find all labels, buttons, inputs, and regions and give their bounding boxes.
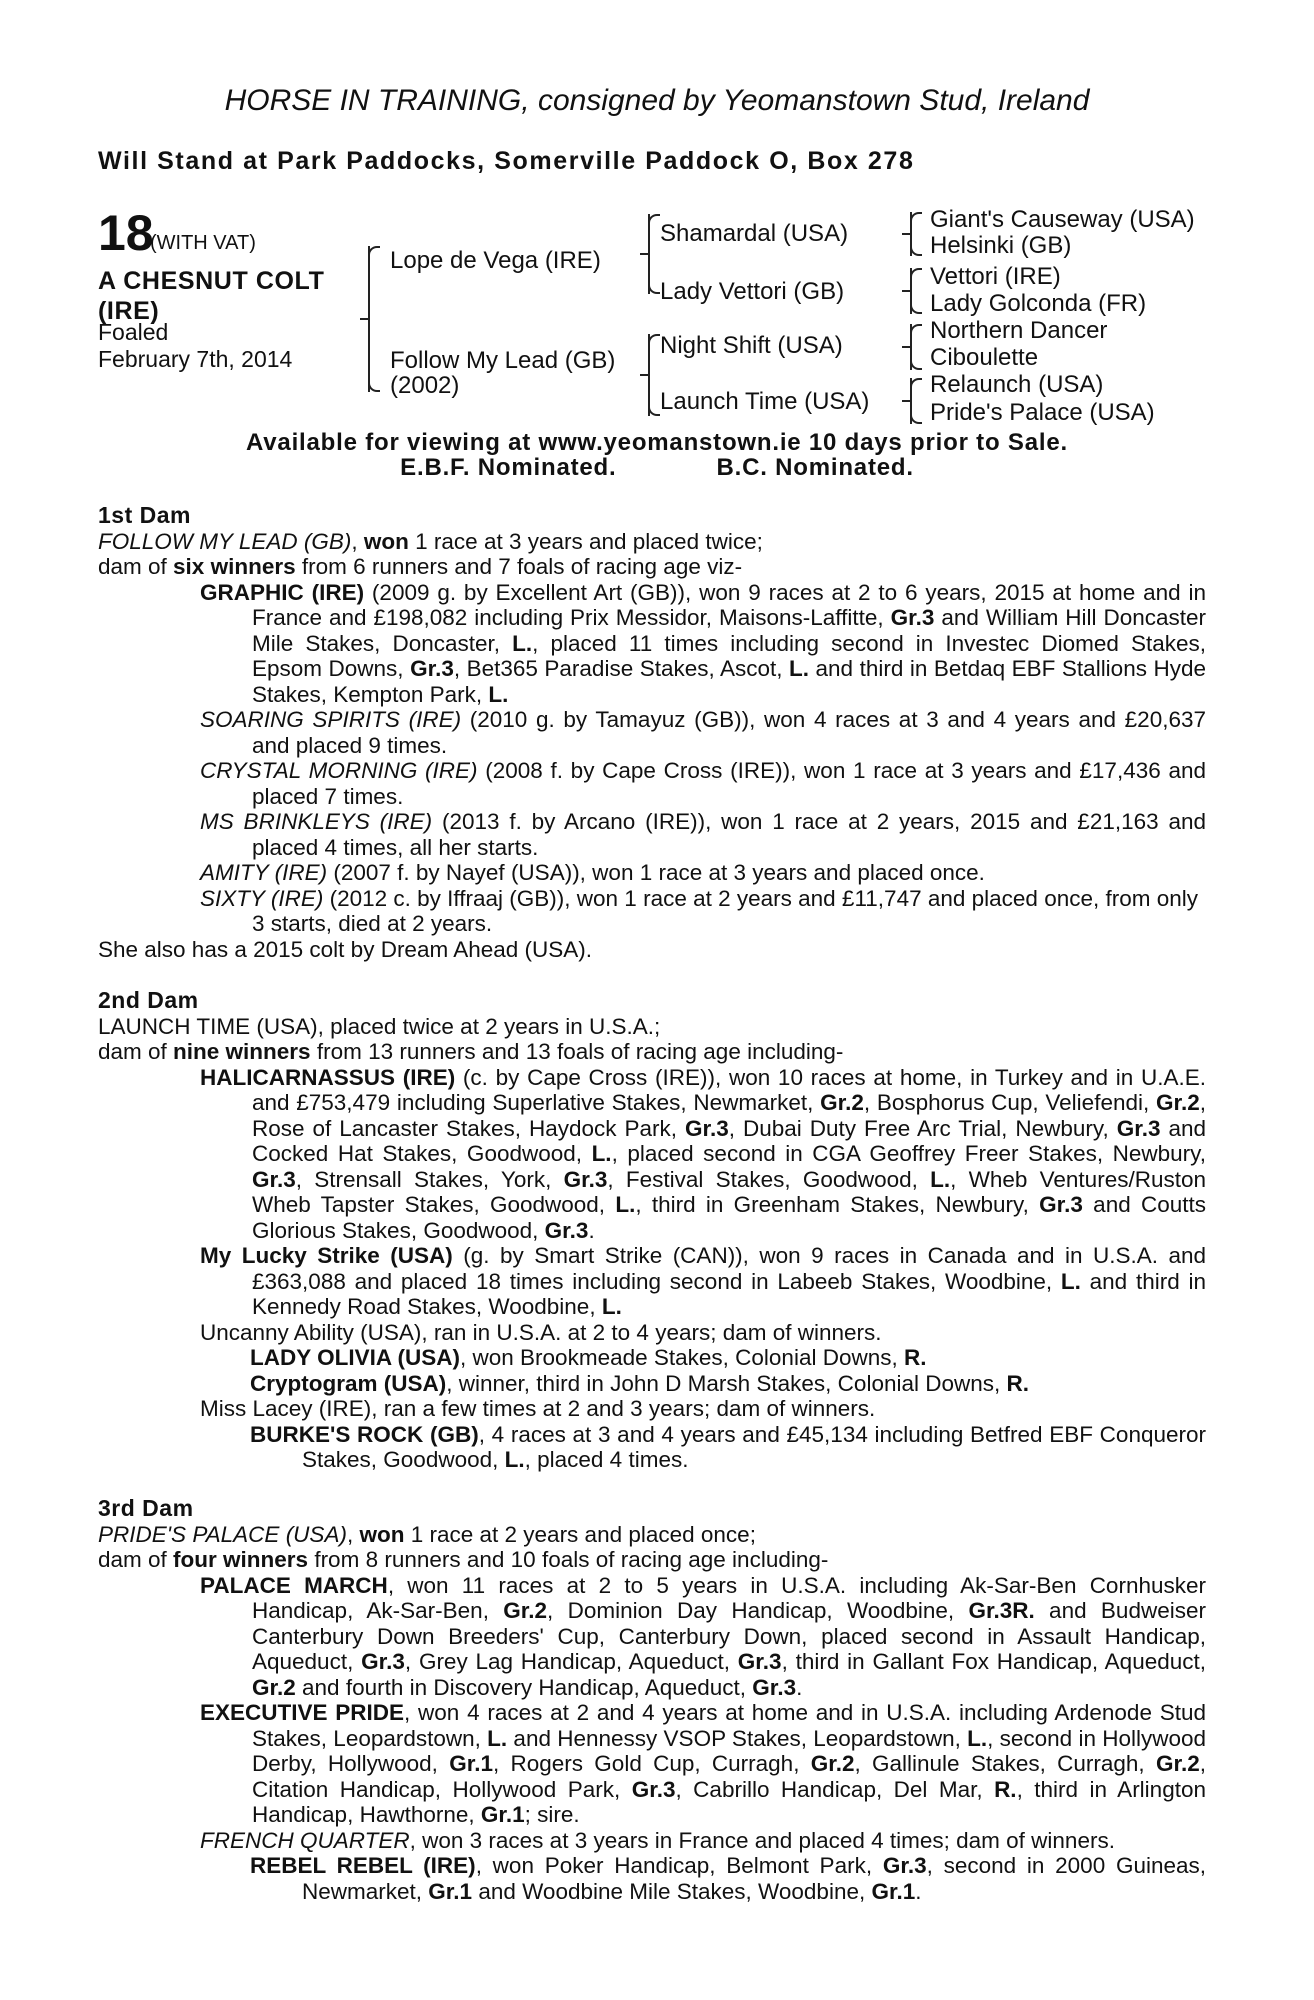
produce-pre: dam of (98, 554, 174, 579)
grade: Gr.3 (544, 1217, 589, 1243)
dam-record: 1 race at 2 years and placed once; (404, 1521, 756, 1547)
record-text: , Bet365 Paradise Stakes, Ascot, (453, 656, 790, 681)
grade: L. (487, 1725, 508, 1751)
record-text: (c. by Cape Cross (IRE)), won 10 races at home, in Turkey and in U.A.E. and £753,479 including Superlative Stakes, Newmarket, (252, 1064, 1206, 1115)
produce-count: nine winners (173, 1039, 311, 1064)
horse-name: My Lucky Strike (USA) (200, 1243, 453, 1268)
grade: Gr.2 (820, 1090, 864, 1115)
second-dam-section (98, 988, 1206, 1473)
grade: L. (601, 1294, 622, 1319)
grade: Gr.3 (684, 1115, 729, 1141)
grade: Gr.3 (752, 1674, 797, 1700)
record-text: . (915, 1878, 922, 1904)
record-text: , Citation Handicap, Hollywood Park, (252, 1751, 1207, 1802)
record-text: , won 4 races at 2 and 4 years at home and in U.S.A. including Ardenode Stud Stakes, Leopardstown, (252, 1700, 1206, 1751)
horse-name: SOARING SPIRITS (IRE) (200, 707, 462, 732)
record-text: (2008 f. by Cape Cross (IRE)), won 1 race at 3 years and £17,436 and placed 7 times. (252, 758, 1206, 809)
produce-rebel-rebel (150, 1853, 1206, 1904)
pedigree-dam-year: (2002) (390, 372, 460, 399)
record-text: (2007 f. by Nayef (USA)), won 1 race at 3 years and placed once. (327, 860, 985, 885)
horse-name: BURKE'S ROCK (GB) (250, 1421, 479, 1447)
record-text: , Cabrillo Handicap, Del Mar, (675, 1776, 995, 1802)
grade: L. (591, 1141, 612, 1166)
record-text: and Woodbine Mile Stakes, Woodbine, (472, 1878, 872, 1904)
pedigree-g6: Ciboulette (930, 344, 1039, 371)
won-label: won (363, 528, 409, 554)
horse-name: PALACE MARCH (200, 1572, 388, 1598)
record-text: , placed 11 times including second in Investec Diomed Stakes, Epsom Downs, (252, 630, 1206, 681)
pedigree-dam-dam: Launch Time (USA) (660, 388, 870, 415)
pedigree-g4: Lady Golconda (FR) (930, 290, 1147, 317)
grade: Gr.3 (631, 1776, 676, 1802)
pedigree-g5: Northern Dancer (930, 317, 1108, 344)
pedigree-g8: Pride's Palace (USA) (930, 399, 1155, 426)
horse-name: MS BRINKLEYS (IRE) (200, 809, 433, 834)
grade: Gr.3 (1116, 1115, 1161, 1141)
first-dam-heading: 1st Dam (98, 502, 191, 528)
horse-name: LADY OLIVIA (USA) (250, 1345, 461, 1370)
record-text: (2012 c. by Iffraaj (GB)), won 1 race at 2 years and £11,747 and placed once, from only 3 starts, died at 2 years. (252, 885, 1199, 936)
produce-pre: dam of (98, 1039, 174, 1064)
foaled-date: February 7th, 2014 (98, 346, 293, 372)
pedigree-g7: Relaunch (USA) (930, 371, 1104, 398)
record-text: , Rogers Gold Cup, Curragh, (492, 1751, 811, 1776)
pedigree-sire-dam: Lady Vettori (GB) (660, 278, 845, 305)
record-text: and Coutts Glorious Stakes, Goodwood, (252, 1192, 1207, 1243)
grade: L. (967, 1725, 988, 1751)
record-text: , Wheb Ventures/Ruston Wheb Tapster Stakes, Goodwood, (252, 1166, 1206, 1217)
lot-description-line2: (IRE) (98, 297, 160, 325)
record-text: , third in Greenham Stakes, Newbury, (635, 1192, 1040, 1217)
produce-count: four winners (173, 1547, 309, 1572)
record-text: , won 11 races at 2 to 5 years in U.S.A. including Ak-Sar-Ben Cornhusker Handicap, Ak-Sar-Ben, (252, 1572, 1206, 1623)
grade: L. (789, 656, 810, 681)
record-text: and Hennessy VSOP Stakes, Leopardstown, (507, 1725, 968, 1751)
bc-nominated: B.C. Nominated. (716, 454, 914, 481)
grade: Gr.2 (1155, 1090, 1200, 1115)
first-dam-also: She also has a 2015 colt by Dream Ahead (USA). (98, 936, 593, 962)
grade: Gr.1 (480, 1802, 525, 1827)
record-text: ; sire. (524, 1802, 580, 1827)
grade: R. (994, 1776, 1017, 1802)
produce-palace-march (150, 1573, 1206, 1701)
grade: L. (615, 1192, 636, 1217)
record-text: (g. by Smart Strike (CAN)), won 9 races in Canada and in U.S.A. and £363,088 and placed 18 times including second in Labeeb Stakes, Woodbine, (252, 1243, 1206, 1294)
grade: Gr.3 (410, 656, 454, 681)
pedigree-brace-main (368, 246, 370, 392)
won-label: won (359, 1521, 405, 1547)
grade: Gr.3 (737, 1649, 782, 1674)
pedigree-brace-g2 (910, 268, 912, 314)
produce-burkes-rock (150, 1422, 1206, 1473)
grade: L. (504, 1447, 525, 1472)
pedigree-brace-sire (648, 214, 650, 294)
record-text: and fourth in Discovery Handicap, Aqueduct, (295, 1674, 753, 1700)
record-text: , Festival Stakes, Goodwood, (607, 1166, 931, 1192)
nomination-notes (0, 454, 1314, 482)
horse-name: CRYSTAL MORNING (IRE) (200, 758, 478, 783)
viewing-note: Available for viewing at www.yeomanstown.ie 10 days prior to Sale. (246, 429, 1068, 456)
second-dam-heading: 2nd Dam (98, 987, 199, 1013)
horse-name: AMITY (IRE) (200, 860, 328, 885)
produce-cryptogram (150, 1371, 1206, 1397)
record-text: and third in Kennedy Road Stakes, Woodbine, (252, 1268, 1206, 1319)
produce-crystal (150, 758, 1206, 809)
produce-uncanny: Uncanny Ability (USA), ran in U.S.A. at 2 to 4 years; dam of winners. (200, 1319, 882, 1345)
grade: Gr.2 (810, 1751, 855, 1776)
grade: L. (488, 681, 509, 707)
record-text: , second in 2000 Guineas, Newmarket, (302, 1853, 1207, 1904)
grade: Gr.1 (871, 1878, 916, 1904)
grade: Gr.2 (252, 1674, 296, 1700)
grade: R. (903, 1345, 927, 1370)
produce-count: six winners (173, 554, 296, 579)
pedigree-brace-g3 (910, 324, 912, 370)
grade: Gr.3 (563, 1166, 608, 1192)
grade: Gr.2 (503, 1598, 548, 1623)
foaled-info (98, 319, 292, 373)
record-text: , winner, third in John D Marsh Stakes, Colonial Downs, (446, 1370, 1007, 1396)
pedigree-g2: Helsinki (GB) (930, 232, 1072, 259)
third-dam-name: PRIDE'S PALACE (USA) (98, 1521, 347, 1547)
record-text: , second in Hollywood Derby, Hollywood, (252, 1725, 1207, 1776)
record-text: , Bosphorus Cup, Veliefendi, (863, 1090, 1156, 1115)
grade: Gr.3 (361, 1649, 405, 1674)
horse-name: FRENCH QUARTER (200, 1827, 410, 1853)
grade: Gr.1 (449, 1751, 493, 1776)
record-text: , third in Arlington Handicap, Hawthorne, (252, 1776, 1206, 1827)
pedigree-g1: Giant's Causeway (USA) (930, 206, 1195, 233)
produce-halicarnassus (150, 1065, 1206, 1244)
horse-name: Cryptogram (USA) (250, 1370, 447, 1396)
horse-name: EXECUTIVE PRIDE (200, 1700, 405, 1725)
horse-name: HALICARNASSUS (IRE) (200, 1064, 456, 1090)
record-text: , 4 races at 3 and 4 years and £45,134 including Betfred EBF Conqueror Stakes, Goodwood, (302, 1421, 1207, 1472)
record-text: , Strensall Stakes, York, (295, 1166, 564, 1192)
vat-note: (WITH VAT) (150, 232, 256, 254)
produce-post: from 8 runners and 10 foals of racing age including- (308, 1547, 829, 1572)
produce-soaring (150, 707, 1206, 758)
grade: Gr.3 (1039, 1192, 1083, 1217)
grade: Gr.3R. (968, 1598, 1035, 1623)
record-text: , placed second in CGA Geoffrey Freer Stakes, Newbury, (611, 1141, 1206, 1166)
lot-number: 18 (98, 205, 154, 261)
record-text: , won Poker Handicap, Belmont Park, (475, 1853, 883, 1878)
record-text: (2009 g. by Excellent Art (GB)), won 9 races at 2 to 6 years, 2015 at home and in France and £198,082 including Prix Messidor, Maisons-Laffitte, (252, 579, 1206, 630)
grade: L. (512, 630, 533, 656)
record-text: . (796, 1674, 803, 1700)
foaled-label: Foaled (98, 319, 169, 345)
ebf-nominated: E.B.F. Nominated. (400, 454, 617, 481)
lot-description-line1: A CHESNUT COLT (98, 267, 325, 295)
stand-location: Will Stand at Park Paddocks, Somerville Paddock O, Box 278 (98, 147, 915, 175)
grade: Gr.3 (882, 1853, 927, 1878)
third-dam-produce (98, 1547, 1206, 1573)
dam-record: 1 race at 3 years and placed twice; (408, 528, 763, 554)
record-text: , Dominion Day Handicap, Woodbine, (547, 1598, 969, 1623)
record-text: , Grey Lag Handicap, Aqueduct, (404, 1649, 738, 1674)
produce-post: from 13 runners and 13 foals of racing age including- (310, 1039, 844, 1064)
horse-name: REBEL REBEL (IRE) (250, 1853, 476, 1878)
produce-post: from 6 runners and 7 foals of racing age viz- (295, 554, 743, 579)
grade: Gr.2 (1155, 1751, 1200, 1776)
third-dam-section (98, 1496, 1206, 1904)
produce-ms (150, 809, 1206, 860)
record-text: (2013 f. by Arcano (IRE)), won 1 race at 2 years, 2015 and £21,163 and placed 4 times, all her starts. (252, 809, 1206, 860)
record-text: , third in Gallant Fox Handicap, Aqueduct, (781, 1649, 1206, 1674)
second-dam-line: LAUNCH TIME (USA), placed twice at 2 years in U.S.A.; (98, 1013, 661, 1039)
first-dam-produce (98, 554, 1206, 580)
grade: L. (930, 1166, 951, 1192)
produce-lucky-strike (150, 1243, 1206, 1320)
produce-sixty (150, 886, 1206, 937)
pedigree-dam-sire: Night Shift (USA) (660, 332, 843, 359)
record-text: (2010 g. by Tamayuz (GB)), won 4 races at 3 and 4 years and £20,637 and placed 9 times. (252, 707, 1206, 758)
horse-name: SIXTY (IRE) (200, 885, 324, 911)
grade: Gr.3 (252, 1166, 296, 1192)
produce-pre: dam of (98, 1547, 174, 1572)
third-dam-heading: 3rd Dam (98, 1495, 194, 1521)
record-text: and William Hill Doncaster Mile Stakes, Doncaster, (252, 605, 1207, 656)
produce-lacey: Miss Lacey (IRE), ran a few times at 2 and 3 years; dam of winners. (200, 1396, 876, 1421)
record-text: . (588, 1217, 595, 1243)
record-text: , Gallinule Stakes, Curragh, (854, 1751, 1156, 1776)
grade: Gr.1 (428, 1878, 473, 1904)
record-text: , Rose of Lancaster Stakes, Haydock Park, (252, 1090, 1206, 1141)
page-title: HORSE IN TRAINING, consigned by Yeomanstown Stud, Ireland (224, 84, 1090, 117)
produce-amity (150, 860, 1206, 886)
lot-description (98, 266, 324, 326)
pedigree-sire: Lope de Vega (IRE) (390, 247, 601, 274)
produce-graphic (150, 580, 1206, 708)
first-dam-name: FOLLOW MY LEAD (GB) (98, 528, 352, 554)
first-dam-section (98, 503, 1206, 962)
record-text: , placed 4 times. (524, 1447, 689, 1472)
first-dam-line: FOLLOW MY LEAD (GB), won 1 race at 3 years and placed twice; (98, 528, 763, 554)
record-text: and third in Betdaq EBF Stallions Hyde Stakes, Kempton Park, (252, 656, 1206, 707)
second-dam-produce (98, 1039, 1206, 1065)
record-text: and Cocked Hat Stakes, Goodwood, (252, 1115, 1207, 1166)
produce-french-quarter (150, 1828, 1206, 1854)
produce-executive-pride (150, 1700, 1206, 1828)
pedigree-brace-dam (648, 334, 650, 416)
grade: L. (1060, 1268, 1081, 1294)
pedigree-sire-sire: Shamardal (USA) (660, 220, 849, 247)
third-dam-line: PRIDE'S PALACE (USA), won 1 race at 2 years and placed once; (98, 1521, 756, 1547)
record-text: , Dubai Duty Free Arc Trial, Newbury, (728, 1115, 1117, 1141)
record-text: , won Brookmeade Stakes, Colonial Downs, (460, 1345, 904, 1370)
pedigree-dam: Follow My Lead (GB) (390, 347, 616, 374)
record-text: , won 3 races at 3 years in France and placed 4 times; dam of winners. (409, 1827, 1115, 1853)
pedigree-brace-g1 (910, 212, 912, 256)
produce-olivia (150, 1345, 1206, 1371)
grade: Gr.3 (890, 605, 935, 630)
grade: R. (1006, 1370, 1030, 1396)
pedigree-brace-g4 (910, 378, 912, 424)
horse-name: GRAPHIC (IRE) (200, 579, 365, 605)
record-text: and Budweiser Canterbury Down Breeders' Cup, Canterbury Down, placed second in Assault Handicap, Aqueduct, (252, 1598, 1206, 1674)
pedigree-g3: Vettori (IRE) (930, 263, 1061, 290)
